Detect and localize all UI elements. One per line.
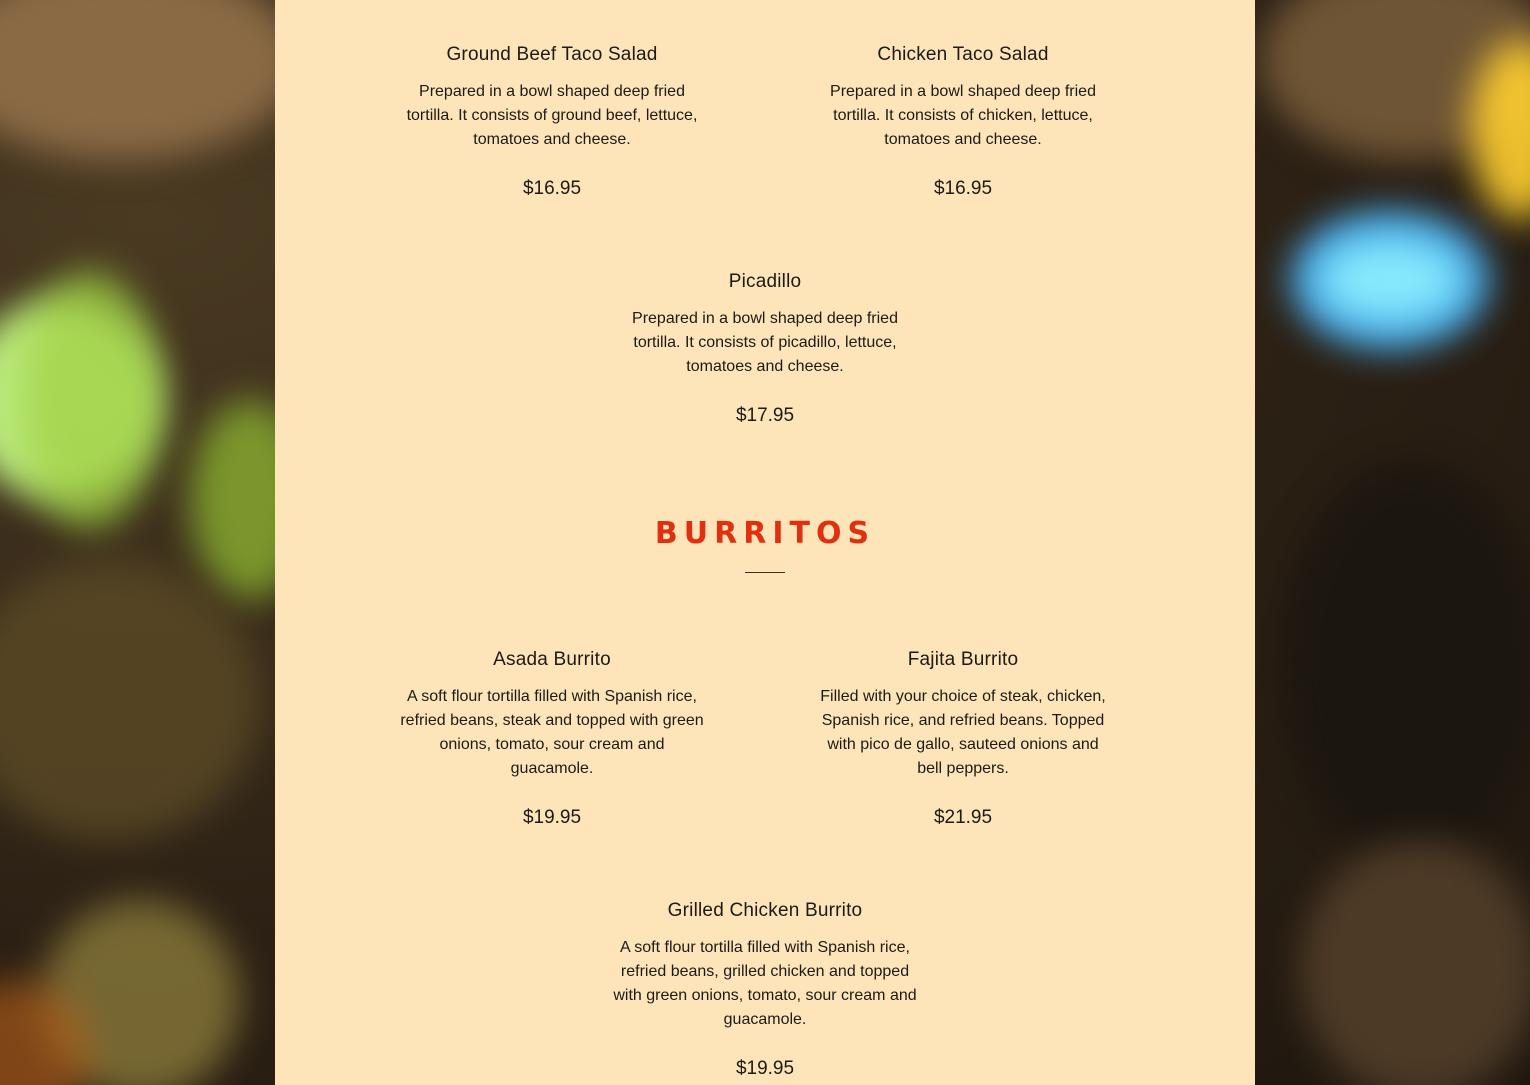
item-name: Ground Beef Taco Salad [446,44,658,65]
item-price: $19.95 [735,1058,795,1079]
menu-item [397,648,707,830]
item-description: Filled with your choice of steak, chicken, Spanish rice, and refried beans. Topped with pico de gallo, sauteed onions and bell peppers. [820,688,1106,777]
item-description: A soft flour tortilla filled with Spanish rice, refried beans, grilled chicken and topped with green onions, tomato, sour cream and guacamole. [613,939,917,1028]
menu-item [610,899,920,1081]
menu-item [397,43,707,201]
item-name: Asada Burrito [493,649,611,670]
item-price: $19.95 [522,807,582,828]
menu-item [813,43,1113,201]
item-description: Prepared in a bowl shaped deep fried tortilla. It consists of chicken, lettuce, tomatoes and cheese. [830,83,1096,148]
item-price: $17.95 [735,405,795,426]
menu-item [620,270,910,428]
item-price: $16.95 [522,178,582,199]
menu-panel [275,0,1255,1085]
item-description: Prepared in a bowl shaped deep fried tortilla. It consists of ground beef, lettuce, tomatoes and cheese. [406,83,698,148]
item-price: $21.95 [933,807,993,828]
section-divider [745,572,785,573]
item-name: Grilled Chicken Burrito [667,900,863,921]
item-name: Picadillo [728,271,802,292]
menu-item [813,648,1113,830]
item-description: A soft flour tortilla filled with Spanish rice, refried beans, steak and topped with green onions, tomato, sour cream and guacamole. [400,688,704,777]
item-name: Fajita Burrito [907,649,1019,670]
item-name: Chicken Taco Salad [877,44,1049,65]
item-description: Prepared in a bowl shaped deep fried tortilla. It consists of picadillo, lettuce, tomatoes and cheese. [632,310,898,375]
item-price: $16.95 [933,178,993,199]
section-title-burritos: BURRITOS [654,516,876,551]
